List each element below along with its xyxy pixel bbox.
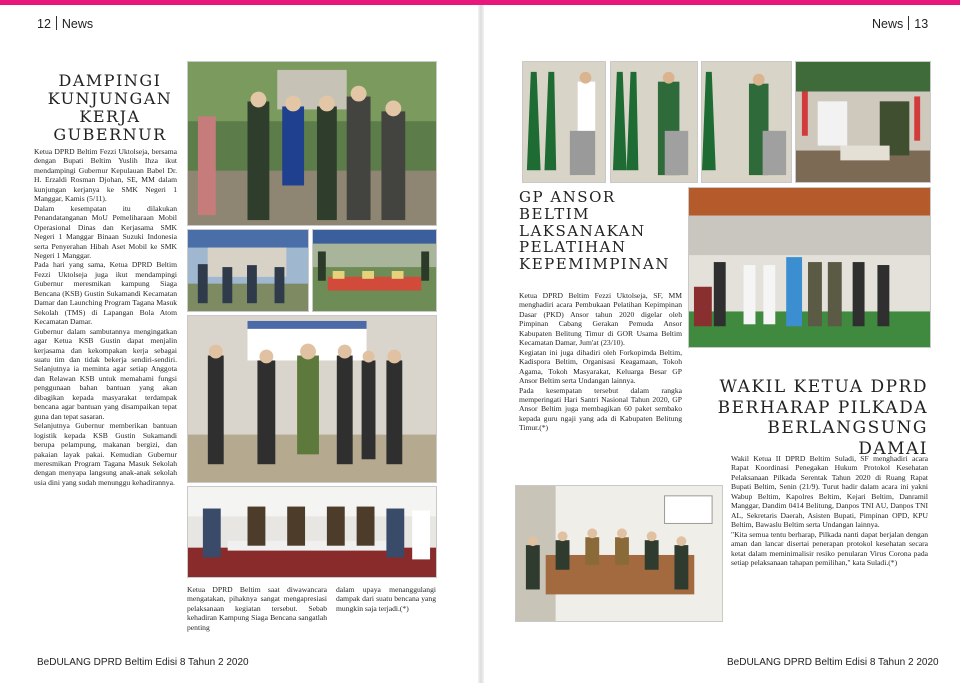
headline-line: WAKIL KETUA DPRD	[719, 377, 928, 397]
headline-line: PELATIHAN	[519, 238, 627, 257]
article-paragraph: dalam upaya menanggulangi dampak dari suatu bencana yang mungkin saja terjadi.(*)	[336, 585, 436, 613]
photo-school-hall	[187, 315, 437, 483]
right-article-1-body	[519, 291, 682, 478]
article-paragraph: Dalam kesempatan itu dilakukan Penandatanganan MoU Pemeliharaan Mobil Operasional Dinas dan Kerjasama SMK Negeri 1 Manggar Binaan Suzuki Indonesia serta Penyerahan Hibah Aset Mobil ke SMK Negeri 1 Manggar.	[34, 203, 177, 260]
article-paragraph: Gubernur dalam sambutannya mengingatkan agar Ketua KSB Gustin dapat menjalin kerjasama dan kekompakan kerja sebagai suatu tim dan tidak bekerja sendiri-sendiri. Selanjutnya ia meminta agar setiap Anggota dan Relawan KSB untuk memahami fungsi penggunaan bahan bantuan yang akan dibagikan kepada masyarakat terdampak bencana agar bantuan yang disampaikan tepat guna dan tepat sasaran.	[34, 326, 177, 421]
photo-meeting-table	[187, 486, 437, 578]
right-page-header	[872, 16, 928, 31]
left-page-number: 12	[37, 17, 51, 31]
headline-line: BELTIM	[519, 204, 590, 223]
article-paragraph: Ketua DPRD Beltim Fezzi Uktolseja, bersama dengan Bupati Beltim Yuslih Ihza ikut mendampingi Gubernur Kepulauan Babel Dr. H. Erzaldi Rosman Djohan, SE, MM dalam kunjungan kerjanya ke SMK Negeri 1 Manggar, Kamis (5/11).	[34, 147, 177, 204]
article-paragraph: Pada hari yang sama, Ketua DPRD Beltim Fezzi Uktolseja juga ikut mendampingi Gubernur meresmikan kampung Siaga Bencana (KSB) Gustin Sukamandi Kecamatan Damar dan Launching Program Tagana Masuk Sekolah (TMS) di Lapangan Bola Atom Kecamatan Damar.	[34, 260, 177, 327]
article-paragraph: Kegiatan ini juga dihadiri oleh Forkopimda Beltim, Kadispora Beltim, Organisasi Keagamaan, Tokoh Agama, Tokoh Masyarakat, Keluarga Besar GP Ansor Beltim serta Undangan lainnya.	[519, 347, 682, 386]
photo-aid-display	[312, 229, 437, 312]
right-article-2-body	[731, 454, 928, 632]
right-page-footer: BeDULANG DPRD Beltim Edisi 8 Tahun 2 2020	[727, 657, 939, 668]
right-article-2-headline	[700, 377, 928, 460]
headline-line: BERLANGSUNG DAMAI	[767, 418, 928, 460]
headline-line: LAKSANAKAN	[519, 221, 646, 240]
right-article-1-headline	[519, 189, 684, 273]
photo-pilkada-meeting	[515, 485, 723, 622]
left-page-footer: BeDULANG DPRD Beltim Edisi 8 Tahun 2 2020	[37, 657, 249, 668]
left-section-label: News	[61, 17, 94, 31]
left-article-column-1	[34, 147, 177, 667]
left-page-header	[37, 16, 93, 31]
photo-governor-visit	[187, 61, 437, 226]
photo-ansor-speaker-3	[701, 61, 792, 183]
article-paragraph: Pada kesempatan tersebut dalam rangka memperingati Hari Santri Nasional Tahun 2020, GP Ansor Beltim juga membagikan 60 paket sembako kepada guru ngaji yang ada di Kabupaten Belitung Timur.(*)	[519, 385, 682, 433]
photo-event-tent	[187, 229, 309, 312]
article-paragraph: Ketua DPRD Beltim saat diwawancara mengatakan, pihaknya sangat mengapresiasi pelaksanaan kegiatan tersebut. Sebab kehadiran Kampung Siaga Bencana sangatlah penting	[187, 585, 327, 632]
headline-line: KUNJUNGAN	[47, 88, 173, 108]
left-article-headline	[40, 72, 180, 144]
left-article-column-2a	[187, 585, 327, 665]
header-divider	[908, 16, 909, 30]
article-paragraph: Ketua DPRD Beltim Fezzi Uktolseja, SF, MM menghadiri acara Pembukaan Pelatihan Kepimpinan Dasar (PKD) Ansor tahun 2020 digelar oleh Pimpinan Cabang Gerakan Pemuda Ansor Kabupaten Belitung Timur di GOR Usama Beltim Kecamatan Damar, Jum'at (23/10).	[519, 291, 682, 348]
photo-ansor-speaker-1	[522, 61, 606, 183]
page-spine	[478, 5, 484, 683]
article-paragraph: Wakil Ketua II DPRD Beltim Suladi, SF menghadiri acara Rapat Koordinasi Penegakan Hukum Protokol Kesehatan Pelaksanaan Pilkada Serentak Tahun 2020 di Ruang Rapat Bupati Beltim, Senin (21/9). Turut hadir dalam acara ini yakni Wabup Beltim, Kapolres Beltim, Kejari Beltim, Danramil Manggar, Dandim 0414 Belitung, Danpos TNI AU, Danpos TNI AL, Sekretaris Daerah, Asisten Bupati, Pimpinan OPD, KPU Beltim, Bawaslu Beltim serta Undangan lainnya.	[731, 454, 928, 530]
headline-line: KERJA GUBERNUR	[53, 106, 167, 144]
right-section-label: News	[872, 17, 904, 31]
photo-ansor-seated-guests	[795, 61, 931, 183]
headline-line: BERHARAP PILKADA	[717, 397, 928, 418]
left-article-column-2b	[336, 585, 436, 665]
right-page-number: 13	[914, 17, 929, 31]
article-paragraph: "Kita semua tentu berharap, Pilkada nanti dapat berjalan dengan aman dan lancar disertai penerapan protokol kesehatan secara ketat dalam meminimalisir resiko penularan Virus Corona pada setiap pelaksanaan tahapan pemilihan," kata Suladi.(*)	[731, 529, 928, 567]
photo-ansor-speaker-2	[610, 61, 698, 183]
headline-line: DAMPINGI	[58, 71, 162, 90]
header-divider	[56, 16, 57, 30]
headline-line: KEPEMIMPINAN	[519, 255, 670, 274]
headline-line: GP ANSOR	[519, 188, 616, 206]
photo-ansor-hall-ceremony	[688, 187, 931, 348]
article-paragraph: Selanjutnya Gubernur memberikan bantuan logistik kepada KSB Gustin Sukamandi berupa pelampung, makanan bergizi, dan pakaian layak pakai. Kemudian Gubernur meresmikan Program Tagana Masuk Sekolah dengan menyapa langsung anak-anak sekolah usia dini yang sudah menunggu kehadirannya.	[34, 421, 177, 487]
